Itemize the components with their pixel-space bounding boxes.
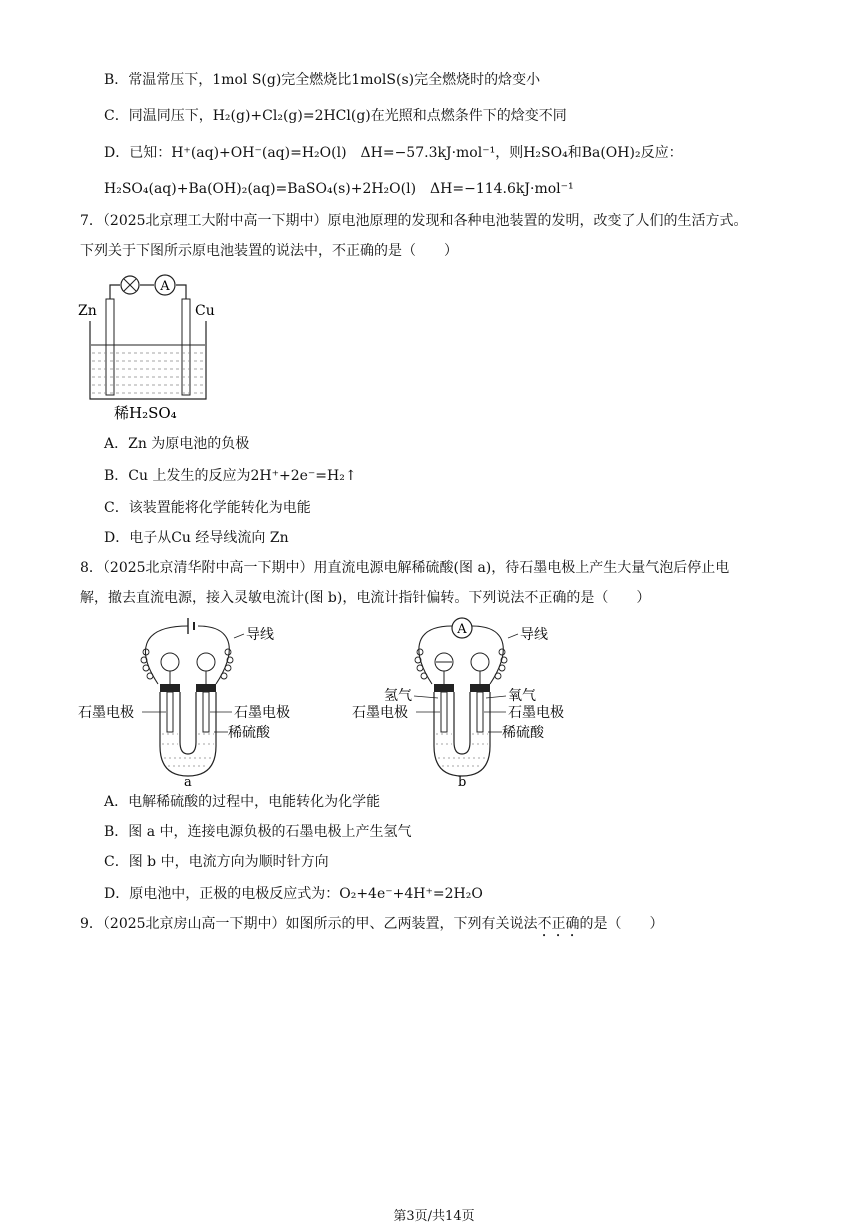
q8-b-left-electrode-label: 石墨电极 (352, 705, 408, 721)
q8-option-d: D．原电池中，正极的电极反应式为：O₂+4e⁻+4H⁺=2H₂O (104, 886, 483, 902)
q8-fig-b-svg (352, 614, 592, 786)
q7-option-c: C．该装置能将化学能转化为电能 (104, 500, 311, 516)
q8-a-wire-label: 导线 (246, 627, 274, 643)
q8-stem-line2: 解，撤去直流电源，接入灵敏电流计(图 b)，电流计指针偏转。下列说法不正确的是（ ） (80, 590, 651, 606)
q7-option-a: A．Zn 为原电池的负极 (104, 436, 250, 452)
q8-b-right-electrode-label: 石墨电极 (508, 705, 564, 721)
q8-b-h2-label: 氢气 (384, 688, 412, 704)
q7-zn-label: Zn (78, 303, 97, 319)
q8-option-c: C．图 b 中，电流方向为顺时针方向 (104, 854, 329, 870)
q9-stem (80, 914, 664, 940)
q7-stem-line1: 7．（2025北京理工大附中高一下期中）原电池原理的发现和各种电池装置的发明，改变了人们的生活方式。 (80, 213, 748, 229)
q8-a-left-electrode-label: 石墨电极 (78, 705, 134, 721)
q9-stem-prefix: 9．（2025北京房山高一下期中）如图所示的甲、乙两装置，下列有关说法 (80, 916, 538, 932)
q8-figure-a (78, 614, 318, 786)
q7-galvanic-cell-diagram (78, 265, 228, 425)
q6-option-d-line1: D．已知：H⁺(aq)+OH⁻(aq)=H₂O(l) ΔH=−57.3kJ·mol⁻¹，则H₂SO₄和Ba(OH)₂反应： (104, 145, 683, 161)
q8-option-a: A．电解稀硫酸的过程中，电能转化为化学能 (104, 794, 381, 810)
q7-option-b: B．Cu 上发生的反应为2H⁺+2e⁻=H₂↑ (104, 468, 357, 484)
q9-stem-suffix: 的是（ ） (579, 916, 664, 932)
q7-acid-label: 稀H₂SO₄ (114, 404, 177, 422)
q7-cu-label: Cu (195, 303, 215, 319)
q7-option-d: D．电子从Cu 经导线流向 Zn (104, 530, 289, 546)
q8-b-o2-label: 氧气 (508, 688, 536, 704)
q8-a-caption: a (184, 775, 192, 786)
q8-a-right-electrode-label: 石墨电极 (234, 705, 290, 721)
q6-option-b: B．常温常压下，1mol S(g)完全燃烧比1molS(s)完全燃烧时的焓变小 (104, 72, 541, 88)
q9-stem-emphasis: 不正确 (537, 916, 580, 932)
q8-b-wire-label: 导线 (520, 627, 548, 643)
q8-b-meter-label: A (457, 622, 467, 637)
q7-cell-svg (78, 265, 228, 425)
q8-b-acid-label: 稀硫酸 (502, 725, 544, 741)
q6-option-d-line2: H₂SO₄(aq)+Ba(OH)₂(aq)=BaSO₄(s)+2H₂O(l) ΔH=−114.6kJ·mol⁻¹ (104, 181, 574, 197)
q8-b-caption: b (458, 775, 467, 786)
q8-figure-b (352, 614, 592, 786)
page-footer: 第3页/共14页 (393, 1209, 475, 1224)
q8-fig-a-svg (78, 614, 318, 786)
q8-option-b: B．图 a 中，连接电源负极的石墨电极上产生氢气 (104, 824, 412, 840)
q7-stem-line2: 下列关于下图所示原电池装置的说法中，不正确的是（ ） (80, 243, 458, 259)
q8-a-acid-label: 稀硫酸 (228, 725, 270, 741)
q6-option-c: C．同温同压下，H₂(g)+Cl₂(g)=2HCl(g)在光照和点燃条件下的焓变不同 (104, 108, 567, 124)
q8-stem-line1: 8．（2025北京清华附中高一下期中）用直流电源电解稀硫酸(图 a)，待石墨电极上产生大量气泡后停止电 (80, 560, 730, 576)
q7-ammeter-label: A (160, 279, 170, 294)
